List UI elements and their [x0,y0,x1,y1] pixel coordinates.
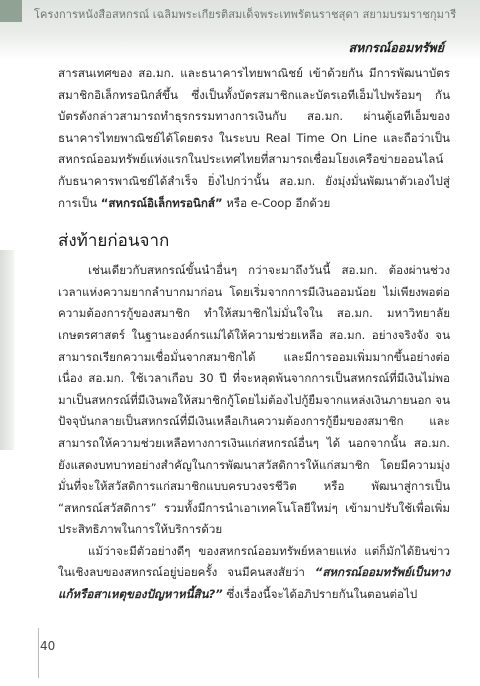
paragraph-3-lead: แม้ว่าจะมีตัวอย่างดีๆ ของสหกรณ์ออมทรัพย์หลายแห่ง แต่ก็มักได้ยินข่าวในเชิงลบของสหกรณ์อยู่บ่อยครั้ง จนมีคนสงสัยว่า [58,543,450,580]
paragraph-2: เช่นเดียวกับสหกรณ์ขั้นนำอื่นๆ กว่าจะมาถึงวันนี้ สอ.มก. ต้องผ่านช่วงเวลาแห่งความยากลำบากมาก่อน โดยเริ่มจากการมีเงินออมน้อย ไม่เพียงพอต่อความต้องการกู้ของสมาชิก ทำให้สมาชิกไม่มั่นใจใน สอ.มก. มหาวิทยาลัยเกษตรศาสตร์ ในฐานะองค์กรแม่ได้ให้ความช่วยเหลือ สอ.มก. อย่างจริงจัง จนสามารถเรียกความเชื่อมั่นจากสมาชิกได้ และมีการออมเพิ่มมากขึ้นอย่างต่อเนื่อง สอ.มก. ใช้เวลาเกือบ 30 ปี ที่จะหลุดพ้นจากการเป็นสหกรณ์ที่มีเงินไม่พอ มาเป็นสหกรณ์ที่มีเงินพอให้สมาชิกกู้โดยไม่ต้องไปกู้ยืมจากแหล่งเงินภายนอก จนปัจจุบันกลายเป็นสหกรณ์ที่มีเงินเหลือเกินความต้องการกู้ยืมของสมาชิก และสามารถให้ความช่วยเหลือทางการเงินแก่สหกรณ์อื่นๆ ได้ นอกจากนั้น สอ.มก. ยังแสดงบทบาทอย่างสำคัญในการพัฒนาสวัสดิการให้แก่สมาชิก โดยมีความมุ่งมั่นที่จะให้สวัสดิการแก่สมาชิกแบบครบวงจรชีวิต หรือ พัฒนาสู่การเป็น “สหกรณ์สวัสดิการ” รวมทั้งมีการนำเอาเทคโนโลยีใหม่ๆ เข้ามาปรับใช้เพื่อเพิ่มประสิทธิภาพในการให้บริการด้วย [58,263,450,537]
page-content [58,63,450,606]
paragraph-3 [58,541,450,606]
section-title: สหกรณ์ออมทรัพย์ [348,40,444,55]
section-heading: ส่งท้ายก่อนจาก [58,231,170,252]
header-tab [0,0,22,22]
page-number: 40 [40,639,56,653]
paragraph-1-tail: หรือ e-Coop อีกด้วย [222,195,331,210]
paragraph-3-question: “สหกรณ์ออมทรัพย์เป็นทางแก้หรือสาเหตุของปัญหาหนี้สิน?” [58,565,450,602]
paragraph-3-tail: ซึ่งเรื่องนี้จะได้อภิปรายกันในตอนต่อไป [222,587,418,602]
paragraph-1-bold: “สหกรณ์อิเล็กทรอนิกส์” [100,195,223,210]
page-number-rule [38,628,39,678]
paragraph-1-lead: สารสนเทศของ สอ.มก. และธนาคารไทยพาณิชย์ เข้าด้วยกัน มีการพัฒนาบัตรสมาชิกอิเล็กทรอนิกส์ขึ้น ซึ่งเป็นทั้งบัตรสมาชิกและบัตรเอทีเอ็มไปพร้อมๆ กัน บัตรดังกล่าวสามารถทำธุรกรรมทางการเงินกับ สอ.มก. ผ่านตู้เอทีเอ็มของธนาคารไทยพาณิชย์ได้โดยตรง ในระบบ Real Time On Line และถือว่าเป็นสหกรณ์ออมทรัพย์แห่งแรกในประเทศไทยที่สามารถเชื่อมโยงเครือข่ายออนไลน์กับธนาคารพาณิชย์ได้สำเร็จ ยิ่งไปกว่านั้น สอ.มก. ยังมุ่งมั่นพัฒนาตัวเองไปสู่การเป็น [58,66,450,210]
running-header: โครงการหนังสือสหกรณ์ เฉลิมพระเกียรติสมเด็จพระเทพรัตนราชสุดา สยามบรมราชกุมารี [34,8,457,21]
left-margin-bar [0,250,14,450]
paragraph-1 [58,63,450,214]
